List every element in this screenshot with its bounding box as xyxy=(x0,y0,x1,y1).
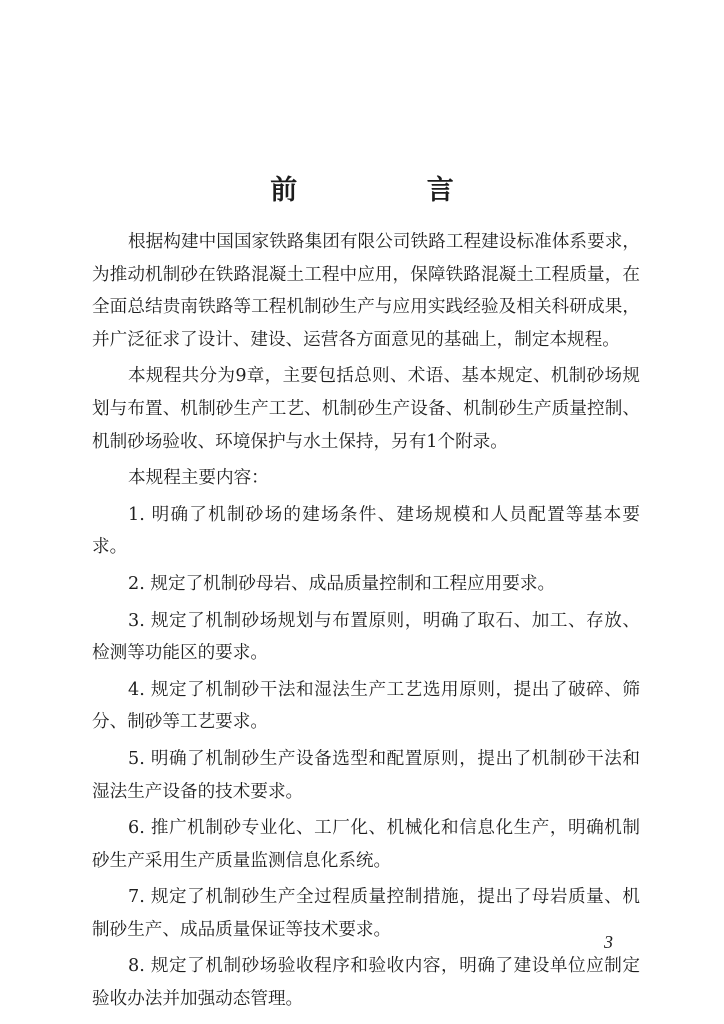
page-number: 3 xyxy=(604,932,613,952)
page-title: 前 言 xyxy=(270,175,514,206)
list-item: 7. 规定了机制砂生产全过程质量控制措施，提出了母岩质量、机制砂生产、成品质量保证等技术要求。 xyxy=(92,887,640,940)
paragraph-main-content-label: 本规程主要内容： xyxy=(128,468,269,489)
list-item: 3. 规定了机制砂场规划与布置原则，明确了取石、加工、存放、检测等功能区的要求。 xyxy=(92,610,640,664)
list-item: 8. 规定了机制砂场验收程序和验收内容，明确了建设单位应制定验收办法并加强动态管理。 xyxy=(92,956,640,1010)
list-item: 2. 规定了机制砂母岩、成品质量控制和工程应用要求。 xyxy=(128,573,556,594)
list-item: 5. 明确了机制砂生产设备选型和配置原则，提出了机制砂干法和湿法生产设备的技术要求。 xyxy=(92,748,640,802)
paragraph-intro: 根据构建中国国家铁路集团有限公司铁路工程建设标准体系要求，为推动机制砂在铁路混凝土工程中应用，保障铁路混凝土工程质量，在全面总结贵南铁路等工程机制砂生产与应用实践经验及相关科研成果，并广泛征求了设计、建设、运营各方面意见的基础上，制定本规程。 xyxy=(92,232,640,350)
body-text xyxy=(92,226,640,1020)
paragraph-chapters: 本规程共分为9章，主要包括总则、术语、基本规定、机制砂场规划与布置、机制砂生产工艺、机制砂生产设备、机制砂生产质量控制、机制砂场验收、环境保护与水土保持，另有1个附录。 xyxy=(92,366,640,452)
list-item: 6. 推广机制砂专业化、工厂化、机械化和信息化生产，明确机制砂生产采用生产质量监测信息化系统。 xyxy=(92,818,640,871)
list-item: 1. 明确了机制砂场的建场条件、建场规模和人员配置等基本要求。 xyxy=(92,504,640,558)
list-item: 4. 规定了机制砂干法和湿法生产工艺选用原则，提出了破碎、筛分、制砂等工艺要求。 xyxy=(92,679,640,733)
